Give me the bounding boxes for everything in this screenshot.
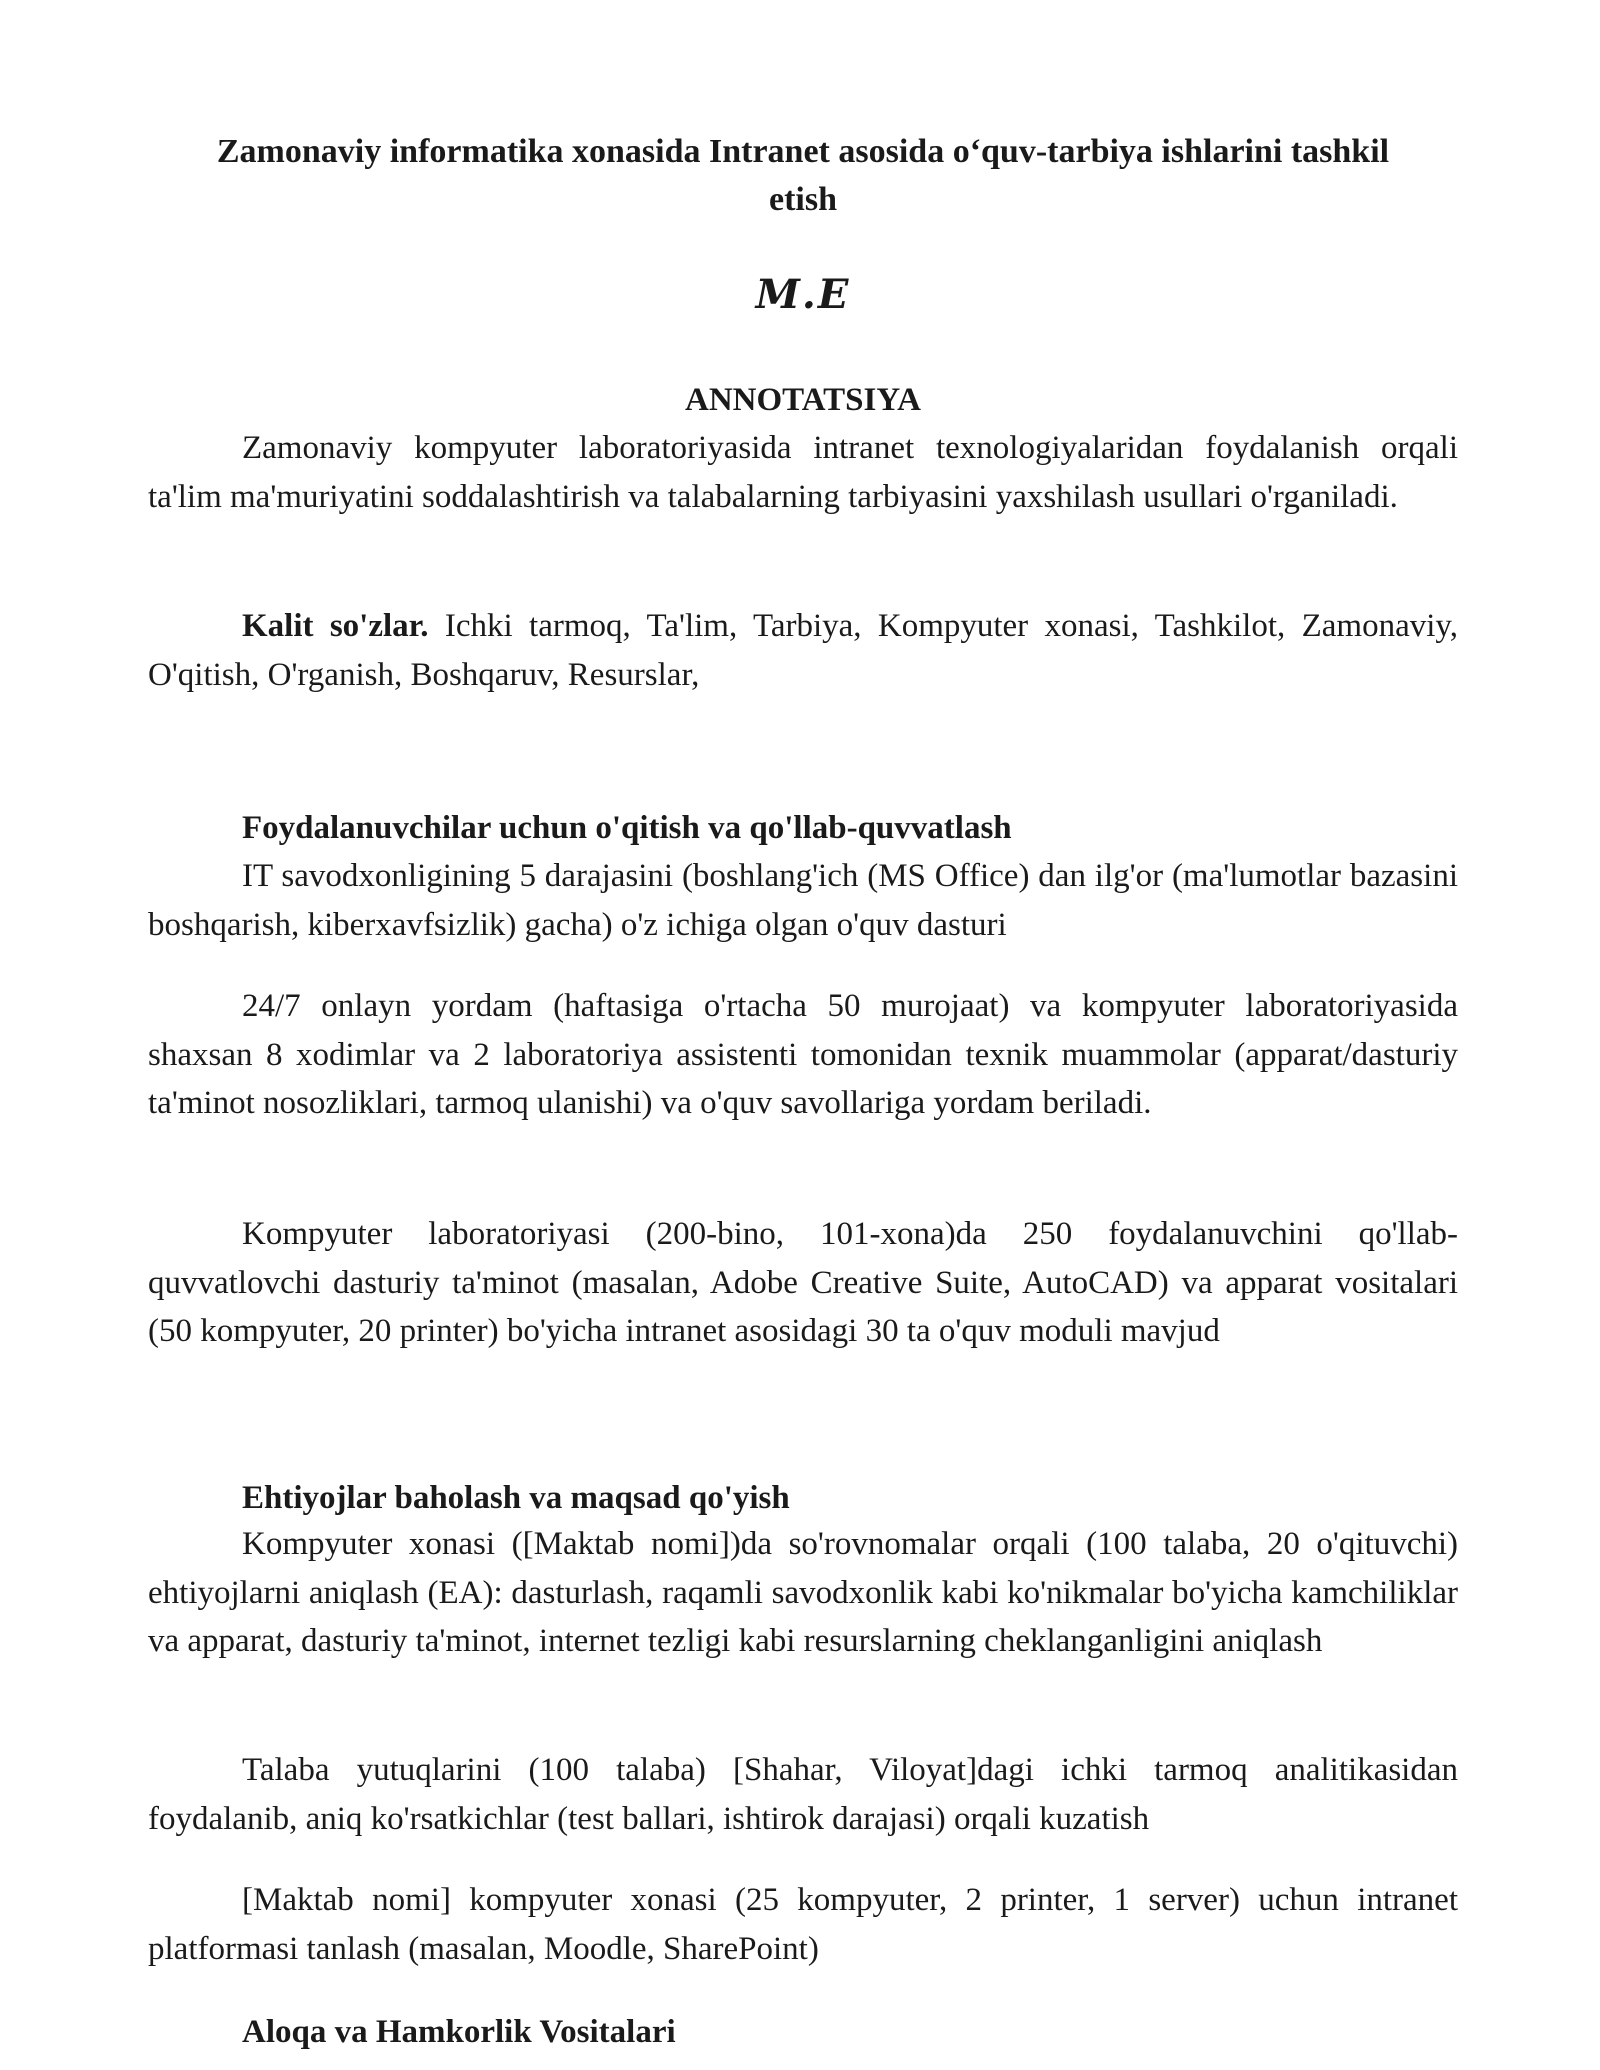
keywords-label: Kalit so'zlar. (242, 608, 429, 644)
keywords-text: Ichki tarmoq, Ta'lim, Tarbiya, Kompyuter xonasi, Tashkilot, Zamonaviy, O'qitish, O'rganish, Boshqaruv, Resurslar, (148, 608, 1458, 693)
keywords-paragraph (148, 602, 1458, 699)
annotation-paragraph: Zamonaviy kompyuter laboratoriyasida intranet texnologiyalaridan foydalanish orqali ta'lim ma'muriyatini soddalashtirish va talabalarning tarbiyasini yaxshilash usullari o'rganiladi. (148, 430, 1458, 515)
section-paragraph: [Maktab nomi] kompyuter xonasi (25 kompyuter, 2 printer, 1 server) uchun intranet platformasi tanlash (masalan, Moodle, SharePoint) (148, 1882, 1458, 1967)
author-initials: M.E (755, 271, 851, 318)
section-paragraph: 24/7 onlayn yordam (haftasiga o'rtacha 50 murojaat) va kompyuter laboratoriyasida shaxsan 8 xodimlar va 2 laboratoriya assistenti tomonidan texnik muammolar (apparat/dasturiy ta'minot nosozliklari, tarmoq ulanishi) va o'quv savollariga yordam beriladi. (148, 988, 1458, 1121)
section-heading: Aloqa va Hamkorlik Vositalari (242, 2014, 676, 2050)
section-paragraph: IT savodxonligining 5 darajasini (boshlang'ich (MS Office) dan ilg'or (ma'lumotlar bazasini boshqarish, kiberxavfsizlik) gacha) o'z ichiga olgan o'quv dasturi (148, 858, 1458, 943)
document-title: Zamonaviy informatika xonasida Intranet asosida o‘quv-tarbiya ishlarini tashkil etish (216, 133, 1390, 218)
section-paragraph: Talaba yutuqlarini (100 talaba) [Shahar, Viloyat]dagi ichki tarmoq analitikasidan foydalanib, aniq ko'rsatkichlar (test ballari, ishtirok darajasi) orqali kuzatish (148, 1752, 1458, 1837)
annotation-heading: ANNOTATSIYA (685, 382, 921, 418)
section-paragraph: Kompyuter laboratoriyasi (200-bino, 101-xona)da 250 foydalanuvchini qo'llab-quvvatlovchi dasturiy ta'minot (masalan, Adobe Creative Suite, AutoCAD) va apparat vositalari (50 kompyuter, 20 printer) bo'yicha intranet asosidagi 30 ta o'quv moduli mavjud (148, 1216, 1458, 1349)
section-paragraph: Kompyuter xonasi ([Maktab nomi])da so'rovnomalar orqali (100 talaba, 20 o'qituvchi) ehtiyojlarni aniqlash (EA): dasturlash, raqamli savodxonlik kabi ko'nikmalar bo'yicha kamchiliklar va apparat, dasturiy ta'minot, internet tezligi kabi resurslarning cheklanganligini aniqlash (148, 1526, 1458, 1659)
section-heading: Foydalanuvchilar uchun o'qitish va qo'llab-quvvatlash (242, 810, 1012, 846)
section-heading: Ehtiyojlar baholash va maqsad qo'yish (242, 1480, 790, 1516)
